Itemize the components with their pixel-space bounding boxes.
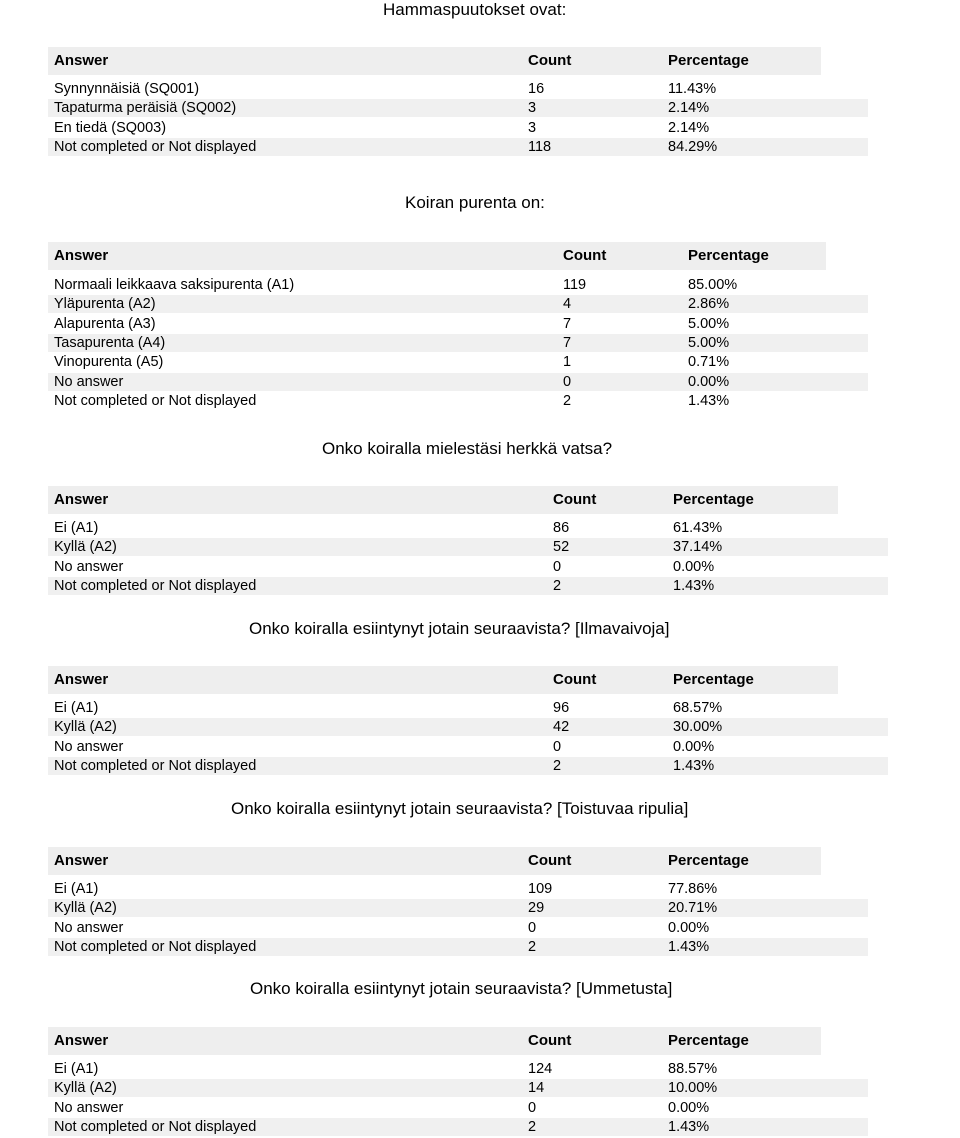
table-row	[48, 334, 868, 352]
cell-answer: Kyllä (A2)	[54, 1080, 117, 1097]
table-row	[48, 353, 868, 371]
cell-percentage: 0.00%	[668, 919, 710, 936]
table-row	[48, 538, 888, 556]
table-row	[48, 392, 868, 410]
header-count: Count	[563, 247, 607, 264]
cell-answer: Kyllä (A2)	[54, 539, 117, 556]
cell-count: 0	[553, 558, 562, 575]
header-percentage: Percentage	[688, 247, 769, 264]
header-count: Count	[528, 852, 572, 869]
table-row	[48, 276, 868, 294]
table-row	[48, 519, 888, 537]
cell-count: 52	[553, 539, 570, 556]
cell-percentage: 0.71%	[688, 354, 730, 371]
cell-count: 96	[553, 700, 570, 716]
cell-count: 2	[553, 757, 562, 774]
cell-count: 2	[528, 1118, 537, 1135]
question-title: Hammaspuutokset ovat:	[383, 0, 567, 19]
question-title: Koiran purenta on:	[405, 193, 545, 212]
cell-count: 0	[528, 919, 537, 936]
cell-percentage: 2.14%	[668, 119, 710, 136]
cell-answer: Kyllä (A2)	[54, 900, 117, 917]
cell-answer: No answer	[54, 919, 124, 936]
table-row	[48, 1118, 868, 1136]
cell-percentage: 77.86%	[668, 881, 718, 897]
question-title: Onko koiralla esiintynyt jotain seuraavista? [Ummetusta]	[250, 979, 673, 998]
table-row	[48, 315, 868, 333]
cell-count: 86	[553, 520, 570, 536]
cell-percentage: 0.00%	[673, 558, 715, 575]
header-count: Count	[553, 491, 597, 508]
cell-answer: Not completed or Not displayed	[54, 392, 257, 409]
cell-answer: Not completed or Not displayed	[54, 577, 257, 594]
cell-count: 118	[528, 138, 552, 155]
table-row	[48, 880, 868, 898]
table-row	[48, 938, 868, 956]
cell-count: 3	[528, 119, 537, 136]
cell-answer: Kyllä (A2)	[54, 719, 117, 736]
table-row	[48, 577, 888, 595]
cell-answer: Ei (A1)	[54, 881, 99, 897]
table-row	[48, 119, 868, 137]
cell-percentage: 10.00%	[668, 1080, 718, 1097]
table-row	[48, 699, 888, 717]
cell-count: 109	[528, 881, 553, 897]
table-row	[48, 1079, 868, 1097]
cell-answer: Not completed or Not displayed	[54, 757, 257, 774]
cell-answer: Synnynnäisiä (SQ001)	[54, 81, 200, 97]
table-row	[48, 80, 868, 98]
cell-count: 0	[563, 373, 572, 390]
cell-answer: Alapurenta (A3)	[54, 315, 156, 332]
header-count: Count	[528, 1032, 572, 1049]
cell-answer: Tasapurenta (A4)	[54, 334, 166, 351]
cell-percentage: 5.00%	[688, 334, 730, 351]
table-row	[48, 919, 868, 937]
table-row	[48, 1060, 868, 1078]
header-count: Count	[528, 52, 572, 69]
question-title: Onko koiralla esiintynyt jotain seuraavista? [Toistuvaa ripulia]	[231, 799, 689, 818]
header-answer: Answer	[54, 491, 109, 508]
header-percentage: Percentage	[668, 52, 749, 69]
cell-answer: Tapaturma peräisiä (SQ002)	[54, 100, 237, 117]
cell-percentage: 1.43%	[668, 1118, 710, 1135]
cell-count: 0	[528, 1099, 537, 1116]
cell-count: 7	[563, 315, 572, 332]
header-answer: Answer	[54, 852, 109, 869]
table-header	[48, 47, 821, 75]
cell-count: 0	[553, 738, 562, 755]
table-row	[48, 1099, 868, 1117]
cell-answer: Ei (A1)	[54, 520, 99, 536]
header-count: Count	[553, 671, 597, 688]
header-answer: Answer	[54, 52, 109, 69]
cell-count: 2	[528, 938, 537, 955]
cell-percentage: 68.57%	[673, 700, 723, 716]
table-header	[48, 486, 838, 514]
cell-count: 3	[528, 100, 537, 117]
header-answer: Answer	[54, 671, 109, 688]
cell-count: 29	[528, 900, 545, 917]
question-title: Onko koiralla mielestäsi herkkä vatsa?	[322, 439, 613, 458]
header-answer: Answer	[54, 247, 109, 264]
cell-count: 2	[553, 577, 562, 594]
cell-count: 119	[563, 277, 587, 293]
cell-answer: No answer	[54, 373, 124, 390]
cell-answer: No answer	[54, 738, 124, 755]
table-row	[48, 558, 888, 576]
cell-percentage: 2.86%	[688, 296, 730, 313]
header-percentage: Percentage	[673, 491, 754, 508]
header-percentage: Percentage	[668, 1032, 749, 1049]
cell-percentage: 37.14%	[673, 539, 723, 556]
cell-percentage: 5.00%	[688, 315, 730, 332]
cell-count: 16	[528, 81, 545, 97]
table-row	[48, 738, 888, 756]
cell-percentage: 85.00%	[688, 277, 738, 293]
table-row	[48, 99, 868, 117]
cell-answer: Vinopurenta (A5)	[54, 354, 164, 371]
cell-percentage: 2.14%	[668, 100, 710, 117]
cell-count: 7	[563, 334, 572, 351]
cell-count: 42	[553, 719, 570, 736]
cell-answer: Ei (A1)	[54, 1061, 99, 1077]
table-header	[48, 666, 838, 694]
cell-count: 1	[563, 354, 572, 371]
table-row	[48, 718, 888, 736]
cell-answer: Not completed or Not displayed	[54, 1118, 257, 1135]
cell-percentage: 20.71%	[668, 900, 718, 917]
cell-answer: No answer	[54, 558, 124, 575]
cell-answer: En tiedä (SQ003)	[54, 119, 167, 136]
table-row	[48, 899, 868, 917]
header-answer: Answer	[54, 1032, 109, 1049]
cell-answer: Not completed or Not displayed	[54, 138, 257, 155]
question-title: Onko koiralla esiintynyt jotain seuraavista? [Ilmavaivoja]	[249, 619, 670, 638]
cell-percentage: 1.43%	[688, 392, 730, 409]
cell-percentage: 30.00%	[673, 719, 723, 736]
cell-count: 4	[563, 296, 572, 313]
cell-percentage: 84.29%	[668, 138, 718, 155]
cell-percentage: 0.00%	[673, 738, 715, 755]
cell-percentage: 0.00%	[668, 1099, 710, 1116]
cell-percentage: 1.43%	[668, 938, 710, 955]
cell-answer: Not completed or Not displayed	[54, 938, 257, 955]
cell-count: 124	[528, 1061, 553, 1077]
table-row	[48, 295, 868, 313]
table-row	[48, 373, 868, 391]
cell-percentage: 1.43%	[673, 577, 715, 594]
cell-percentage: 11.43%	[668, 81, 717, 97]
cell-answer: Normaali leikkaava saksipurenta (A1)	[54, 277, 295, 293]
header-percentage: Percentage	[673, 671, 754, 688]
cell-count: 14	[528, 1080, 545, 1097]
cell-percentage: 1.43%	[673, 757, 715, 774]
cell-percentage: 88.57%	[668, 1061, 718, 1077]
table-header	[48, 242, 826, 270]
table-row	[48, 757, 888, 775]
cell-answer: No answer	[54, 1099, 124, 1116]
cell-percentage: 0.00%	[688, 373, 730, 390]
cell-answer: Ei (A1)	[54, 700, 99, 716]
cell-answer: Yläpurenta (A2)	[54, 296, 156, 313]
header-percentage: Percentage	[668, 852, 749, 869]
cell-count: 2	[563, 392, 572, 409]
table-header	[48, 1027, 821, 1055]
table-row	[48, 138, 868, 156]
cell-percentage: 61.43%	[673, 520, 723, 536]
table-header	[48, 847, 821, 875]
